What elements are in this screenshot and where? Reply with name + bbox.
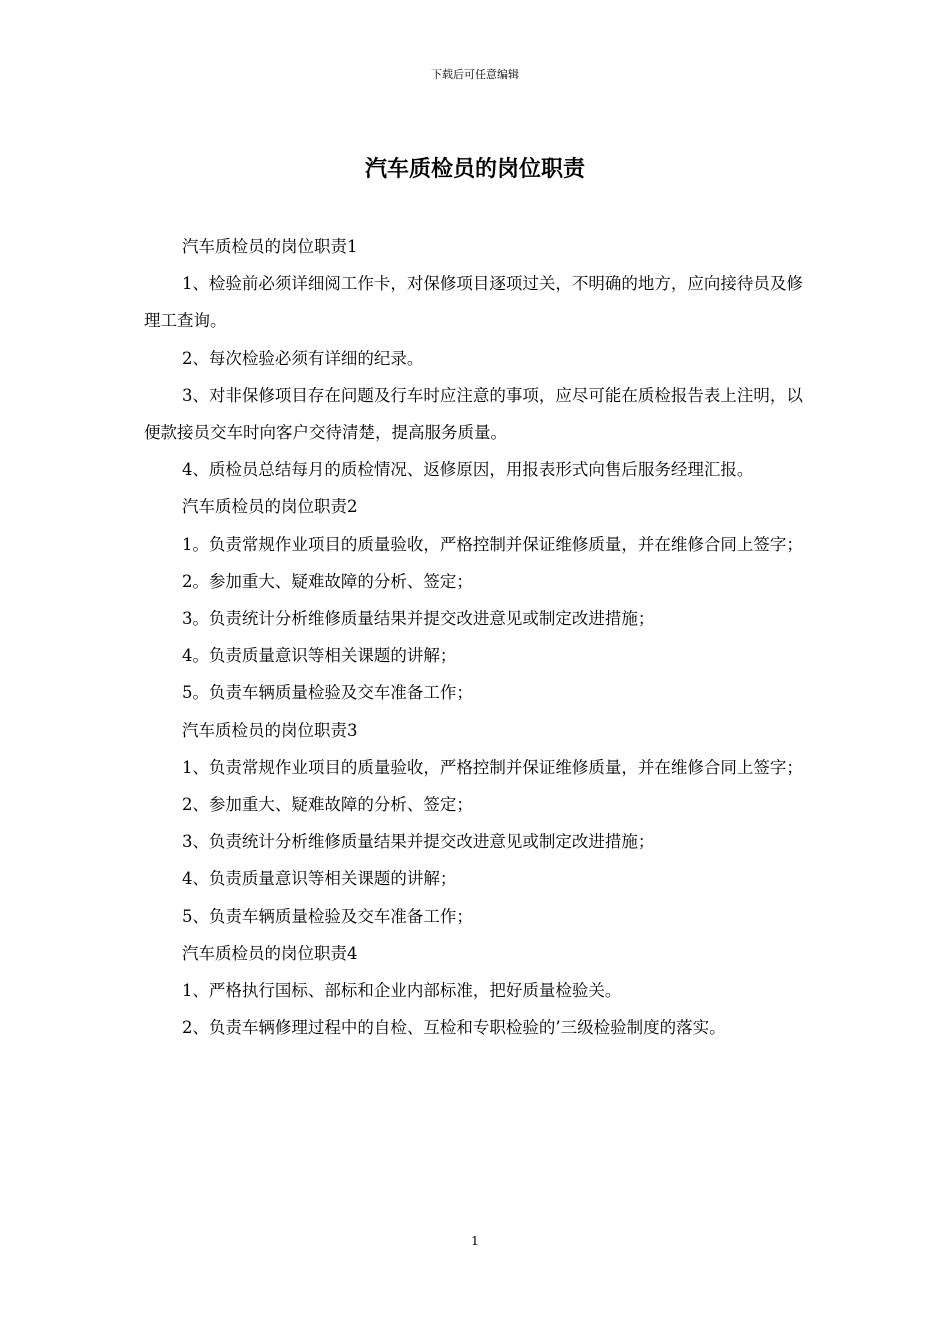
- paragraph: 5、负责车辆质量检验及交车准备工作；: [181, 906, 473, 926]
- document-title: 汽车质检员的岗位职责: [364, 156, 585, 182]
- section-heading-2: 汽车质检员的岗位职责2: [181, 497, 358, 517]
- paragraph: 5。负责车辆质量检验及交车准备工作；: [181, 683, 473, 703]
- paragraph: 3。负责统计分析维修质量结果并提交改进意见或制定改进措施；: [181, 609, 655, 629]
- paragraph: 3、负责统计分析维修质量结果并提交改进意见或制定改进措施；: [181, 832, 655, 852]
- section-heading-1: 汽车质检员的岗位职责1: [181, 237, 358, 256]
- paragraph: 2。参加重大、疑难故障的分析、签定；: [181, 571, 473, 591]
- page-number: 1: [471, 1234, 479, 1248]
- section-heading-4: 汽车质检员的岗位职责4: [181, 943, 358, 963]
- paragraph: 2、每次检验必须有详细的纪录。: [181, 348, 424, 368]
- section-heading-3: 汽车质检员的岗位职责3: [181, 720, 358, 740]
- paragraph: 1、检验前必须详细阅工作卡，对保修项目逐项过关，不明确的地方，应向接待员及修理工查询。: [144, 274, 803, 331]
- paragraph: 4、质检员总结每月的质检情况、返修原因，用报表形式向售后服务经理汇报。: [181, 460, 754, 480]
- paragraph: 2、负责车辆修理过程中的自检、互检和专职检验的’三级检验制度的落实。: [181, 1018, 726, 1038]
- paragraph: 3、对非保修项目存在问题及行车时应注意的事项，应尽可能在质检报告表上注明，以便款接员交车时向客户交待清楚，提高服务质量。: [144, 385, 803, 443]
- paragraph: 4、负责质量意识等相关课题的讲解；: [181, 869, 457, 889]
- header-note: 下载后可任意编辑: [431, 68, 519, 81]
- document-body: [144, 228, 810, 1046]
- paragraph: 1。负责常规作业项目的质量验收，严格控制并保证维修质量，并在维修合同上签字；: [181, 534, 803, 554]
- paragraph: 1、负责常规作业项目的质量验收，严格控制并保证维修质量，并在维修合同上签字；: [181, 757, 803, 777]
- paragraph: 2、参加重大、疑难故障的分析、签定；: [181, 795, 473, 815]
- paragraph: 4。负责质量意识等相关课题的讲解；: [181, 646, 457, 666]
- paragraph: 1、严格执行国标、部标和企业内部标准，把好质量检验关。: [181, 981, 622, 1001]
